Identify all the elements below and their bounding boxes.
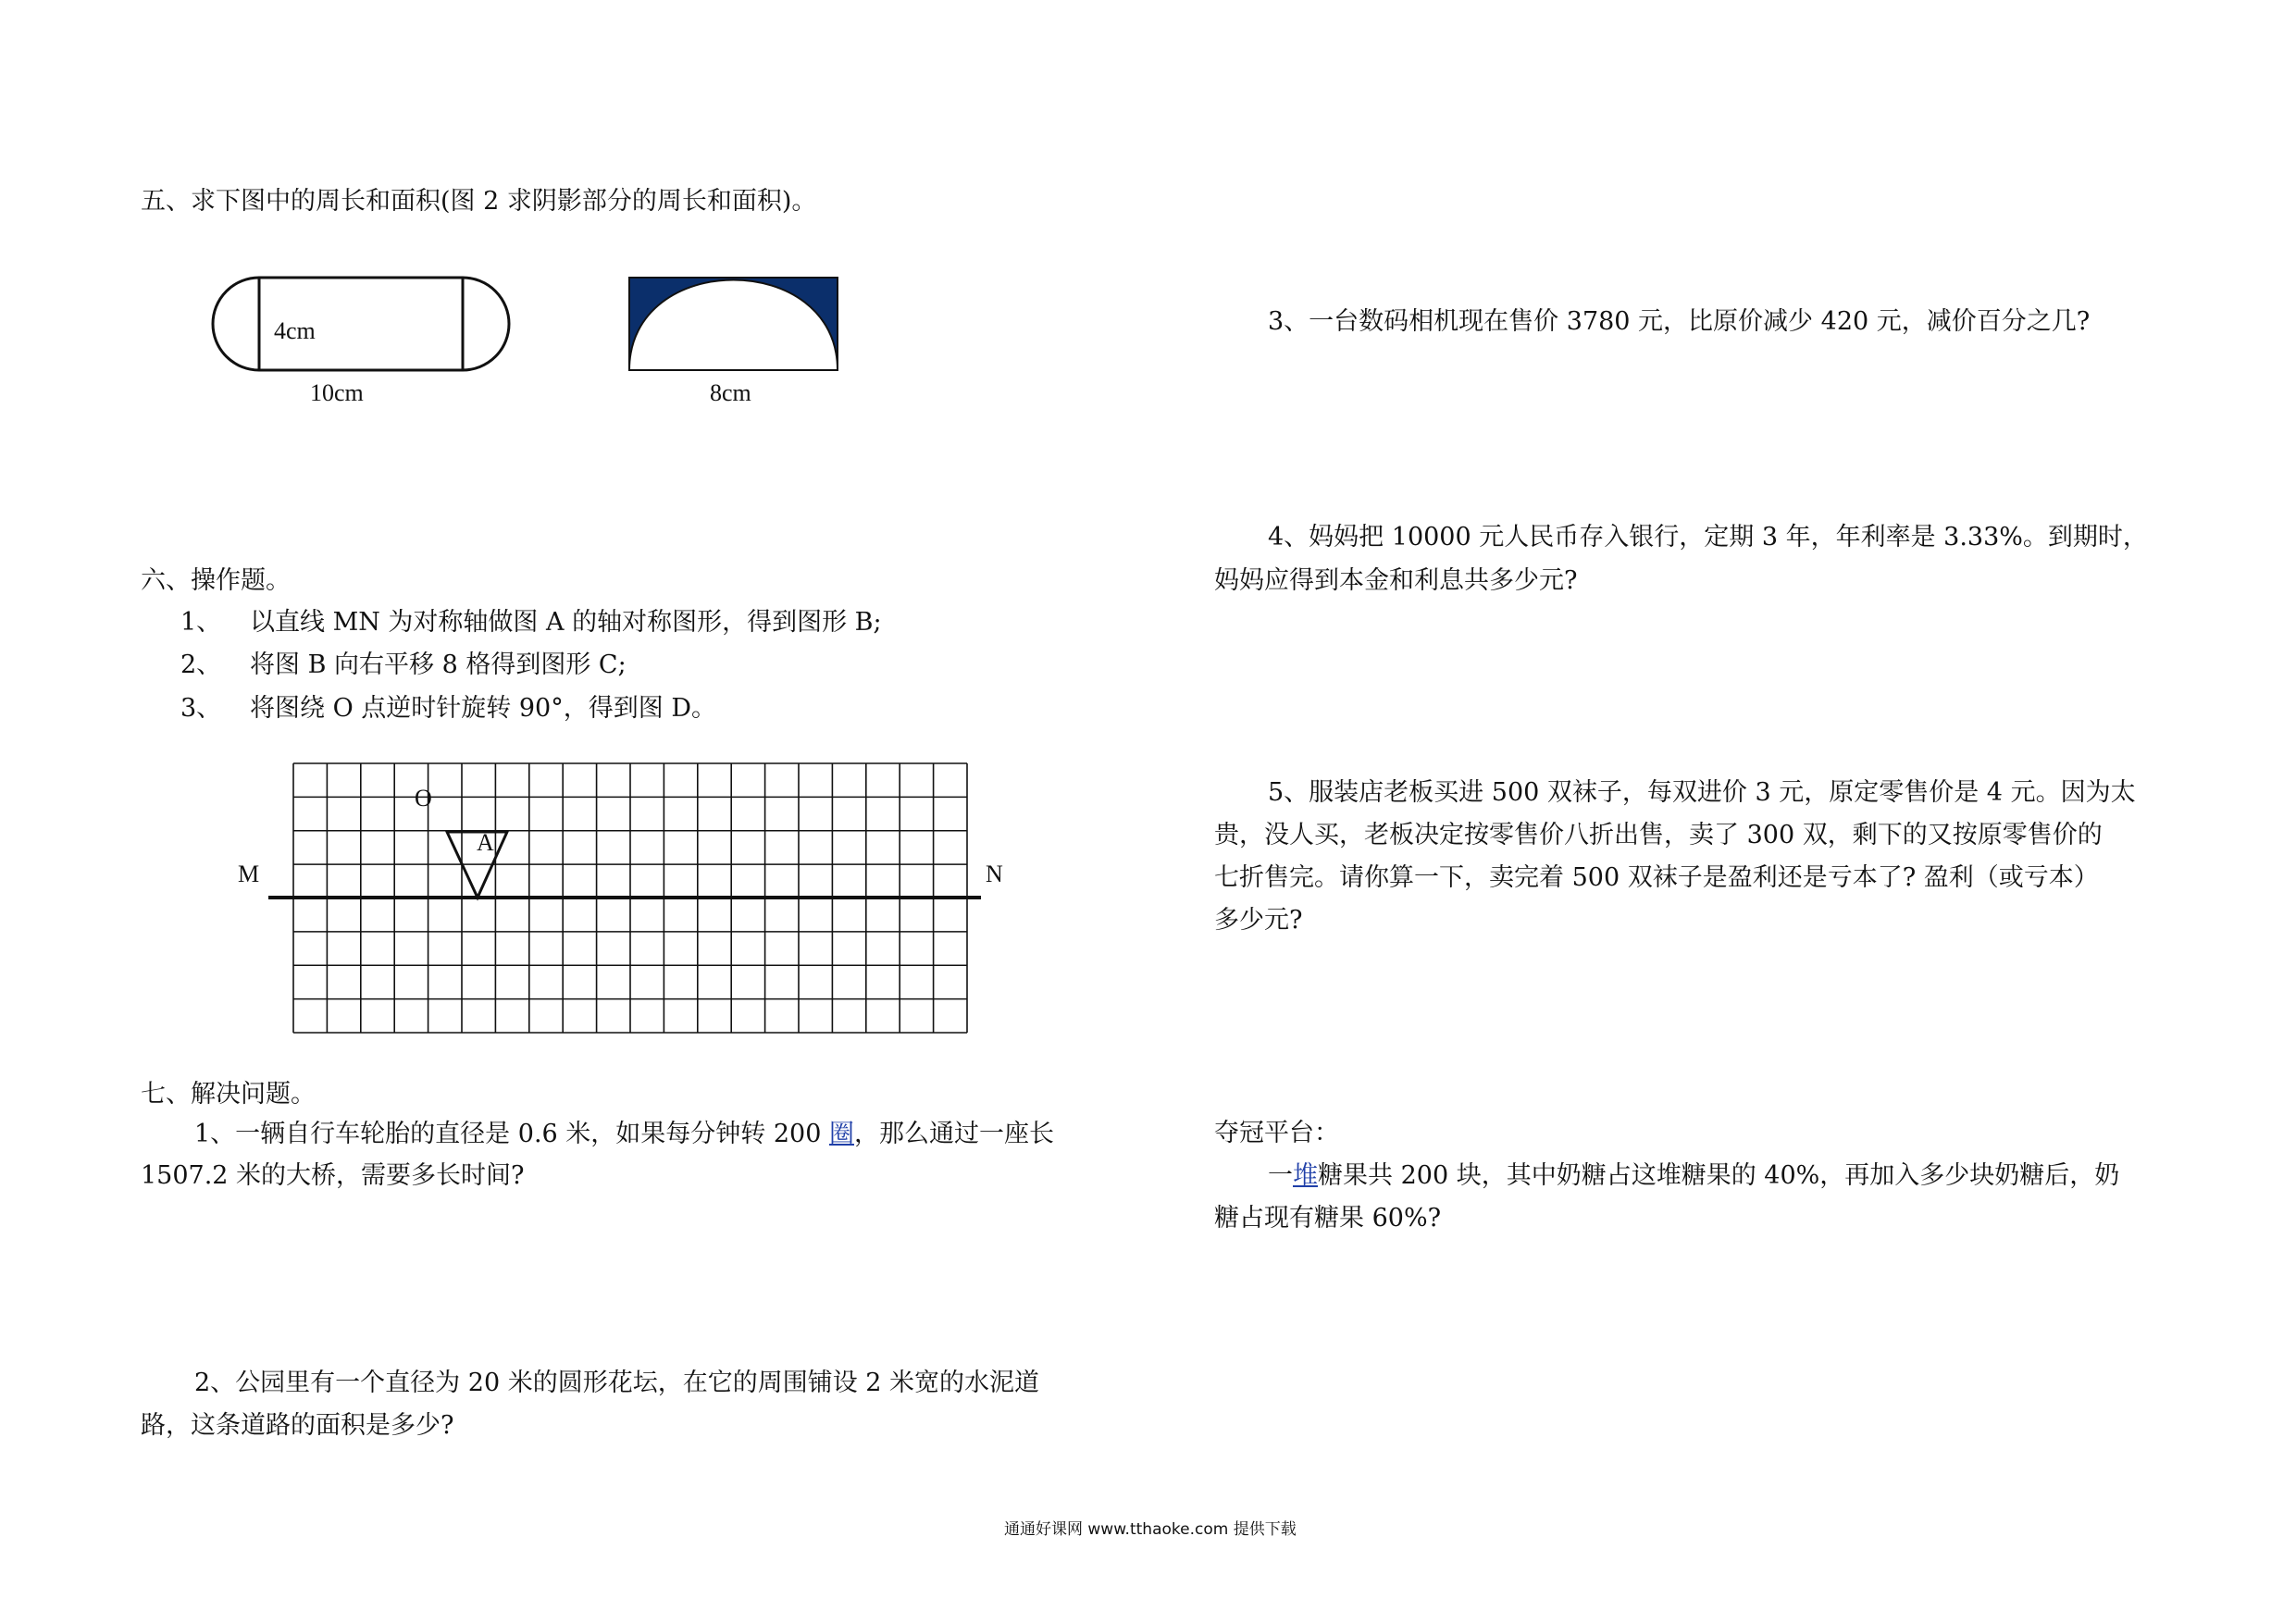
section6-item-3-text: 将图绕 O 点逆时针旋转 90°，得到图 D。 xyxy=(250,694,716,723)
question-1-line1 xyxy=(194,1113,1054,1155)
grid-label-a: A xyxy=(477,829,494,856)
section6-item-2-num: 2、 xyxy=(180,650,222,679)
grid-label-m: M xyxy=(238,861,260,887)
question-1-link[interactable]: 圈 xyxy=(828,1120,854,1148)
grid-label-n: N xyxy=(986,861,1003,887)
question-5-line2: 贵，没人买，老板决定按零售价八折出售，卖了 300 双，剩下的又按原零售价的 xyxy=(1214,821,2103,849)
question-5-line3: 七折售完。请你算一下，卖完着 500 双袜子是盈利还是亏本了? 盈利（或亏本） xyxy=(1214,863,2099,892)
figure2-bottom-label: 8cm xyxy=(710,379,751,406)
question-2-line2: 路，这条道路的面积是多少? xyxy=(141,1411,454,1440)
section6-item-1-text: 以直线 MN 为对称轴做图 A 的轴对称图形，得到图形 B; xyxy=(250,608,882,637)
section6-item-2-text: 将图 B 向右平移 8 格得到图形 C; xyxy=(250,650,627,679)
bonus-heading: 夺冠平台： xyxy=(1214,1119,1339,1147)
question-2-line1: 2、公园里有一个直径为 20 米的圆形花坛，在它的周围铺设 2 米宽的水泥道 xyxy=(194,1369,1040,1397)
grid-label-o: O xyxy=(415,785,432,812)
question-1-text: 1、一辆自行车轮胎的直径是 0.6 米，如果每分钟转 200 xyxy=(194,1120,829,1148)
bonus-link[interactable]: 堆 xyxy=(1293,1161,1318,1190)
section6-item-3-num: 3、 xyxy=(180,694,222,723)
bonus-line2: 糖占现有糖果 60%? xyxy=(1214,1204,1442,1233)
question-4-line1: 4、妈妈把 10000 元人民币存入银行，定期 3 年，年利率是 3.33%。到期时， xyxy=(1268,523,2148,551)
question-1-line2: 1507.2 米的大桥，需要多长时间? xyxy=(141,1161,525,1190)
page-footer: 通通好课网 www.tthaoke.com 提供下载 xyxy=(1004,1520,1297,1539)
section5-heading: 五、求下图中的周长和面积(图 2 求阴影部分的周长和面积)。 xyxy=(141,187,817,216)
figure1-inner-label: 4cm xyxy=(274,317,316,344)
section7-heading: 七、解决问题。 xyxy=(141,1080,316,1109)
question-5-line1: 5、服装店老板买进 500 双袜子，每双进价 3 元，原定零售价是 4 元。因为太 xyxy=(1268,778,2136,807)
section6-item-1-num: 1、 xyxy=(180,608,222,637)
question-4-line2: 妈妈应得到本金和利息共多少元? xyxy=(1214,566,1578,595)
section6-heading: 六、操作题。 xyxy=(141,566,291,595)
question-5-line4: 多少元? xyxy=(1214,906,1303,935)
figure1-bottom-label: 10cm xyxy=(310,379,364,406)
bonus-text-before: 一 xyxy=(1268,1161,1293,1190)
question-3: 3、一台数码相机现在售价 3780 元，比原价减少 420 元，减价百分之几? xyxy=(1268,307,2091,336)
bonus-line1 xyxy=(1268,1155,2119,1196)
question-1-text-after: ，那么通过一座长 xyxy=(853,1120,1054,1148)
bonus-text-after: 糖果共 200 块，其中奶糖占这堆糖果的 40%，再加入多少块奶糖后，奶 xyxy=(1318,1161,2120,1190)
